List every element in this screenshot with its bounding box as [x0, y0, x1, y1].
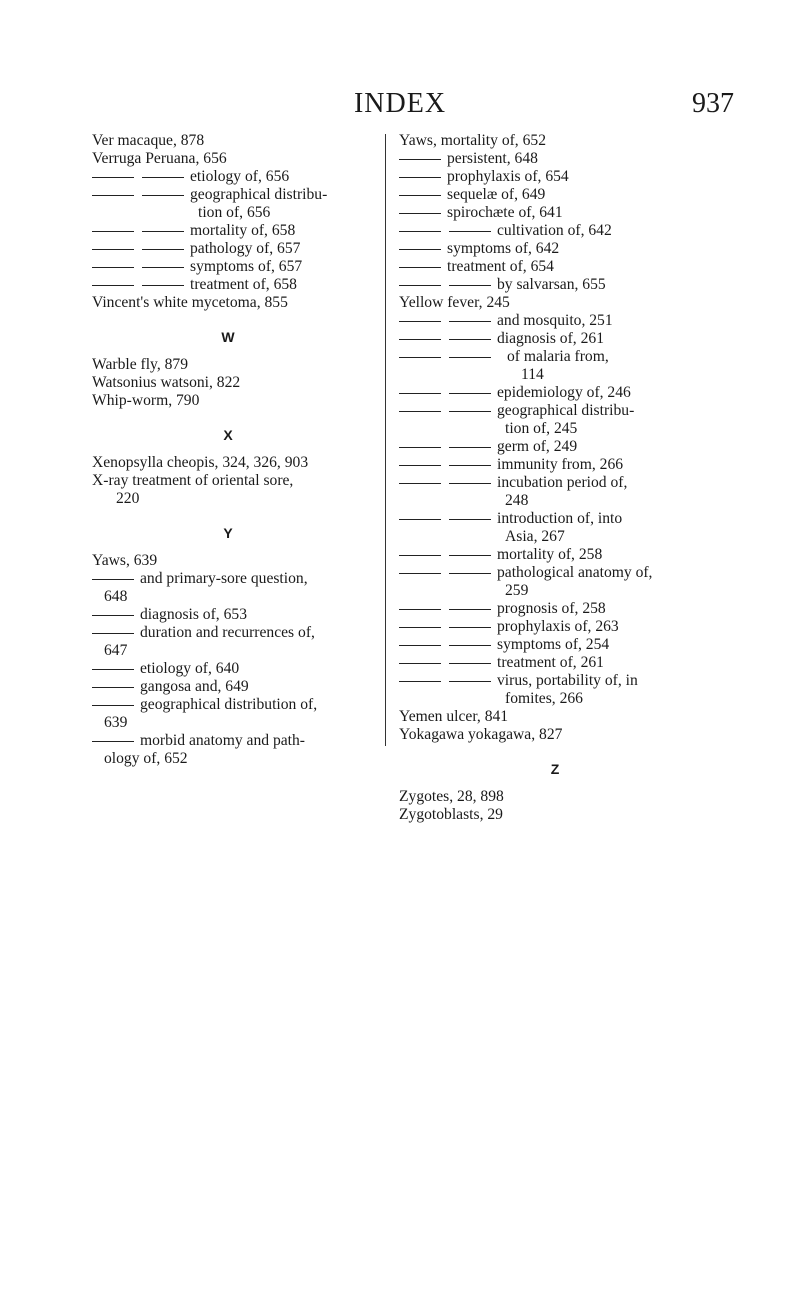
repeat-dash [92, 285, 134, 286]
repeat-dash [399, 519, 441, 520]
entry-text [399, 474, 711, 492]
repeat-dash [449, 393, 491, 394]
repeat-dash [142, 285, 184, 286]
entry-label: geographical distribu- [190, 186, 328, 203]
entry-label: mortality of, 658 [190, 222, 296, 239]
entry-label: Yaws, mortality of, 652 [399, 132, 546, 149]
entry-text [92, 374, 364, 392]
repeat-dash [449, 357, 491, 358]
index-entry [399, 168, 711, 186]
entry-text [92, 678, 364, 696]
repeat-dash [399, 573, 441, 574]
entry-text [399, 438, 711, 456]
index-entry [92, 472, 364, 508]
index-entry [399, 222, 711, 240]
index-entry [399, 600, 711, 618]
index-entry [399, 672, 711, 708]
entry-continuation: 114 [521, 366, 544, 383]
entry-label: spirochæte of, 641 [447, 204, 563, 221]
column-divider [385, 134, 386, 746]
entry-text [399, 312, 711, 330]
entry-text [399, 402, 711, 420]
repeat-dash [399, 177, 441, 178]
entry-text [92, 294, 364, 312]
entry-continuation: 220 [116, 490, 140, 507]
index-entry [92, 606, 364, 624]
repeat-dash [449, 321, 491, 322]
index-entry [92, 660, 364, 678]
entry-label: Verruga Peruana, 656 [92, 150, 227, 167]
entry-label: incubation period of, [497, 474, 628, 491]
index-entry [92, 624, 364, 660]
entry-label: prognosis of, 258 [497, 600, 606, 617]
index-entry [92, 678, 364, 696]
index-entry [399, 150, 711, 168]
repeat-dash [449, 231, 491, 232]
entry-text [399, 546, 711, 564]
index-entry [399, 474, 711, 510]
entry-label: introduction of, into [497, 510, 623, 527]
entry-text [399, 168, 711, 186]
repeat-dash [142, 267, 184, 268]
repeat-dash [92, 615, 134, 616]
index-entry [92, 150, 364, 168]
index-entry [399, 348, 711, 384]
entry-label: by salvarsan, 655 [497, 276, 606, 293]
index-entry [92, 732, 364, 768]
index-entry [399, 294, 711, 312]
entry-text [92, 132, 364, 150]
repeat-dash [449, 609, 491, 610]
index-entry [92, 356, 364, 374]
repeat-dash [449, 555, 491, 556]
repeat-dash [399, 249, 441, 250]
repeat-dash [399, 231, 441, 232]
section-letter: X [223, 427, 233, 443]
repeat-dash [92, 741, 134, 742]
entry-label: and mosquito, 251 [497, 312, 613, 329]
entry-label: symptoms of, 642 [447, 240, 560, 257]
entry-text [399, 618, 711, 636]
repeat-dash [92, 267, 134, 268]
entry-text [399, 636, 711, 654]
repeat-dash [399, 339, 441, 340]
entry-continuation: 647 [104, 642, 128, 659]
entry-label: sequelæ of, 649 [447, 186, 546, 203]
repeat-dash [449, 519, 491, 520]
repeat-dash [92, 231, 134, 232]
section-letter: Y [223, 525, 233, 541]
repeat-dash [449, 465, 491, 466]
entry-label: Yaws, 639 [92, 552, 158, 569]
entry-text [92, 258, 364, 276]
entry-continuation: 259 [505, 582, 529, 599]
index-entry [399, 456, 711, 474]
entry-label: etiology of, 656 [190, 168, 290, 185]
entry-continuation: 639 [104, 714, 128, 731]
repeat-dash [399, 159, 441, 160]
entry-text [399, 240, 711, 258]
repeat-dash [92, 249, 134, 250]
entry-text [92, 472, 364, 490]
index-entry [399, 618, 711, 636]
index-entry [399, 330, 711, 348]
repeat-dash [399, 411, 441, 412]
entry-text [92, 240, 364, 258]
entry-label: treatment of, 261 [497, 654, 604, 671]
index-entry [92, 186, 364, 222]
index-entry [92, 168, 364, 186]
entry-text [92, 150, 364, 168]
entry-text [399, 150, 711, 168]
index-entry [92, 696, 364, 732]
entry-label: Zygotes, 28, 898 [399, 788, 504, 805]
entry-text [92, 552, 364, 570]
index-entry [399, 402, 711, 438]
entry-continuation: 248 [505, 492, 529, 509]
repeat-dash [92, 687, 134, 688]
entry-label: Whip-worm, 790 [92, 392, 200, 409]
index-entry [399, 564, 711, 600]
index-entry [399, 240, 711, 258]
entry-continuation: tion of, 656 [198, 204, 271, 221]
entry-text [399, 726, 711, 744]
index-entry [399, 510, 711, 546]
entry-label: virus, portability of, in [497, 672, 638, 689]
index-entry [399, 204, 711, 222]
entry-text [92, 696, 364, 714]
repeat-dash [142, 249, 184, 250]
repeat-dash [449, 573, 491, 574]
index-entry [92, 374, 364, 392]
index-entry [399, 726, 711, 744]
entry-text [399, 456, 711, 474]
repeat-dash [142, 231, 184, 232]
index-entry [92, 392, 364, 410]
entry-continuation: Asia, 267 [505, 528, 565, 545]
repeat-dash [399, 357, 441, 358]
repeat-dash [399, 663, 441, 664]
entry-text [399, 276, 711, 294]
repeat-dash [449, 411, 491, 412]
repeat-dash [399, 285, 441, 286]
left-column [92, 132, 364, 768]
entry-text [92, 624, 364, 642]
entry-label: geographical distribu- [497, 402, 635, 419]
repeat-dash [399, 609, 441, 610]
entry-text [399, 788, 711, 806]
repeat-dash [399, 555, 441, 556]
entry-label: diagnosis of, 261 [497, 330, 604, 347]
repeat-dash [399, 681, 441, 682]
repeat-dash [449, 663, 491, 664]
repeat-dash [399, 645, 441, 646]
entry-text [92, 186, 364, 204]
entry-text [399, 672, 711, 690]
repeat-dash [399, 465, 441, 466]
entry-text [399, 258, 711, 276]
entry-label: pathological anatomy of, [497, 564, 653, 581]
entry-text [92, 454, 364, 472]
entry-label: mortality of, 258 [497, 546, 603, 563]
entry-continuation: 648 [104, 588, 128, 605]
entry-label: diagnosis of, 653 [140, 606, 247, 623]
entry-label: duration and recurrences of, [140, 624, 315, 641]
repeat-dash [449, 681, 491, 682]
repeat-dash [449, 447, 491, 448]
entry-label: Ver macaque, 878 [92, 132, 205, 149]
index-entry [399, 312, 711, 330]
entry-text [399, 600, 711, 618]
entry-continuation: fomites, 266 [505, 690, 583, 707]
index-entry [399, 438, 711, 456]
index-entry [399, 788, 711, 806]
entry-label: and primary-sore question, [140, 570, 308, 587]
index-entry [399, 258, 711, 276]
index-entry [399, 654, 711, 672]
repeat-dash [449, 285, 491, 286]
entry-label: of malaria from, [507, 348, 609, 365]
repeat-dash [92, 195, 134, 196]
repeat-dash [399, 627, 441, 628]
section-letter: Z [550, 761, 560, 777]
entry-label: persistent, 648 [447, 150, 538, 167]
entry-label: prophylaxis of, 654 [447, 168, 569, 185]
index-entry [399, 806, 711, 824]
entry-label: Xenopsylla cheopis, 324, 326, 903 [92, 454, 309, 471]
repeat-dash [449, 645, 491, 646]
page-title: INDEX [353, 88, 447, 119]
entry-text [399, 348, 711, 366]
index-entry [92, 552, 364, 570]
entry-label: morbid anatomy and path- [140, 732, 305, 749]
repeat-dash [399, 195, 441, 196]
entry-text [399, 330, 711, 348]
section-letter: W [221, 329, 235, 345]
page-header [0, 88, 800, 128]
entry-label: geographical distribution of, [140, 696, 318, 713]
index-entry [92, 258, 364, 276]
index-entry [399, 708, 711, 726]
repeat-dash [449, 339, 491, 340]
index-entry [399, 276, 711, 294]
repeat-dash [92, 579, 134, 580]
entry-text [399, 222, 711, 240]
entry-text [399, 294, 711, 312]
repeat-dash [399, 267, 441, 268]
repeat-dash [92, 633, 134, 634]
entry-label: pathology of, 657 [190, 240, 301, 257]
entry-text [399, 510, 711, 528]
entry-text [399, 708, 711, 726]
entry-label: Watsonius watsoni, 822 [92, 374, 241, 391]
repeat-dash [449, 627, 491, 628]
entry-text [399, 806, 711, 824]
right-column [399, 132, 711, 824]
entry-text [399, 654, 711, 672]
entry-label: gangosa and, 649 [140, 678, 249, 695]
entry-label: Vincent's white mycetoma, 855 [92, 294, 288, 311]
entry-continuation: ology of, 652 [104, 750, 188, 767]
repeat-dash [449, 483, 491, 484]
entry-continuation: tion of, 245 [505, 420, 578, 437]
entry-label: symptoms of, 657 [190, 258, 303, 275]
entry-label: germ of, 249 [497, 438, 578, 455]
repeat-dash [92, 177, 134, 178]
repeat-dash [92, 669, 134, 670]
repeat-dash [142, 177, 184, 178]
index-entry [92, 454, 364, 472]
index-entry [399, 186, 711, 204]
index-entry [399, 384, 711, 402]
entry-label: Yemen ulcer, 841 [399, 708, 509, 725]
entry-label: symptoms of, 254 [497, 636, 610, 653]
page-number: 937 [692, 88, 734, 119]
index-entry [92, 570, 364, 606]
repeat-dash [399, 393, 441, 394]
entry-text [92, 570, 364, 588]
entry-text [92, 660, 364, 678]
entry-label: epidemiology of, 246 [497, 384, 631, 401]
entry-label: etiology of, 640 [140, 660, 240, 677]
entry-text [399, 132, 711, 150]
repeat-dash [399, 483, 441, 484]
entry-label: immunity from, 266 [497, 456, 624, 473]
index-entry [92, 132, 364, 150]
entry-text [92, 606, 364, 624]
repeat-dash [142, 195, 184, 196]
entry-text [399, 204, 711, 222]
entry-label: X-ray treatment of oriental sore, [92, 472, 294, 489]
index-entry [92, 222, 364, 240]
entry-label: Warble fly, 879 [92, 356, 189, 373]
entry-text [92, 276, 364, 294]
entry-label: Zygotoblasts, 29 [399, 806, 503, 823]
entry-text [92, 222, 364, 240]
entry-label: cultivation of, 642 [497, 222, 612, 239]
entry-text [92, 356, 364, 374]
repeat-dash [399, 321, 441, 322]
entry-label: Yokagawa yokagawa, 827 [399, 726, 563, 743]
entry-text [92, 732, 364, 750]
index-entry [92, 276, 364, 294]
index-entry [399, 546, 711, 564]
index-entry [92, 240, 364, 258]
entry-label: treatment of, 658 [190, 276, 297, 293]
index-entry [399, 636, 711, 654]
repeat-dash [399, 213, 441, 214]
repeat-dash [92, 705, 134, 706]
entry-label: prophylaxis of, 263 [497, 618, 619, 635]
index-entry [399, 132, 711, 150]
entry-label: treatment of, 654 [447, 258, 554, 275]
entry-text [399, 564, 711, 582]
entry-text [399, 186, 711, 204]
index-entry [92, 294, 364, 312]
entry-text [399, 384, 711, 402]
entry-label: Yellow fever, 245 [399, 294, 510, 311]
entry-text [92, 392, 364, 410]
repeat-dash [399, 447, 441, 448]
entry-text [92, 168, 364, 186]
